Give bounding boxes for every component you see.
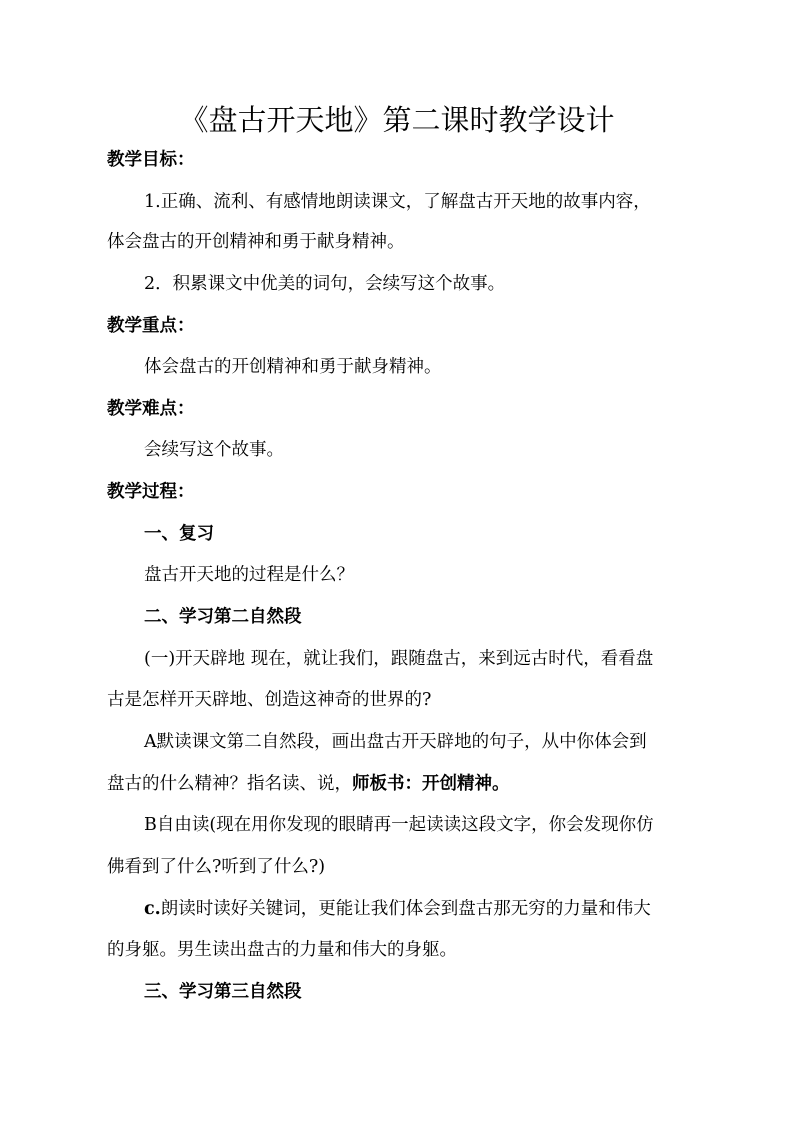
paragraph-c-line-1: B自由读(现在用你发现的眼睛再一起读读这段文字，你会发现你仿 <box>144 815 654 835</box>
paragraph-b-line-1: A默读课文第二自然段，画出盘古开天辟地的句子，从中你体会到 <box>144 732 647 752</box>
paragraph-b-line-2-text: 盘古的什么精神？指名读、说， <box>107 774 352 794</box>
paragraph-c-line-2: 佛看到了什么?听到了什么?) <box>107 857 326 877</box>
paragraph-a-line-2: 古是怎样开天辟地、创造这神奇的世界的? <box>107 690 432 710</box>
key-points-text: 体会盘古的开创精神和勇于献身精神。 <box>144 357 442 377</box>
section-1-text: 盘古开天地的过程是什么？ <box>144 565 354 585</box>
paragraph-a-line-1: (一)开天辟地 现在，就让我们，跟随盘古，来到远古时代，看看盘 <box>144 649 654 669</box>
process-heading: 教学过程： <box>107 482 195 502</box>
objective-1-line-2: 体会盘古的开创精神和勇于献身精神。 <box>107 232 405 252</box>
objective-1-line-1: 1.正确、流利、有感情地朗读课文，了解盘古开天地的故事内容， <box>144 192 651 212</box>
section-2-heading: 二、学习第二自然段 <box>144 607 302 627</box>
paragraph-d-line-1-text: 朗读时读好关键词，更能让我们体会到盘古那无穷的力量和伟大 <box>160 899 651 919</box>
page-title: 《盘古开天地》第二课时教学设计 <box>179 103 615 137</box>
difficulties-text: 会续写这个故事。 <box>144 440 284 460</box>
paragraph-d-line-2: 的身躯。男生读出盘古的力量和伟大的身躯。 <box>107 940 457 960</box>
paragraph-b-line-2 <box>107 770 697 798</box>
difficulties-heading: 教学难点： <box>107 399 195 419</box>
board-note: 师板书：开创精神。 <box>352 774 510 794</box>
section-3-heading: 三、学习第三自然段 <box>144 982 302 1002</box>
objective-2: 2．积累课文中优美的词句，会续写这个故事。 <box>144 274 506 294</box>
section-1-heading: 一、复习 <box>144 524 214 544</box>
paragraph-d-line-1 <box>144 895 734 923</box>
objectives-heading: 教学目标： <box>107 150 195 170</box>
paragraph-d-marker: c. <box>144 899 161 919</box>
key-points-heading: 教学重点： <box>107 316 195 336</box>
